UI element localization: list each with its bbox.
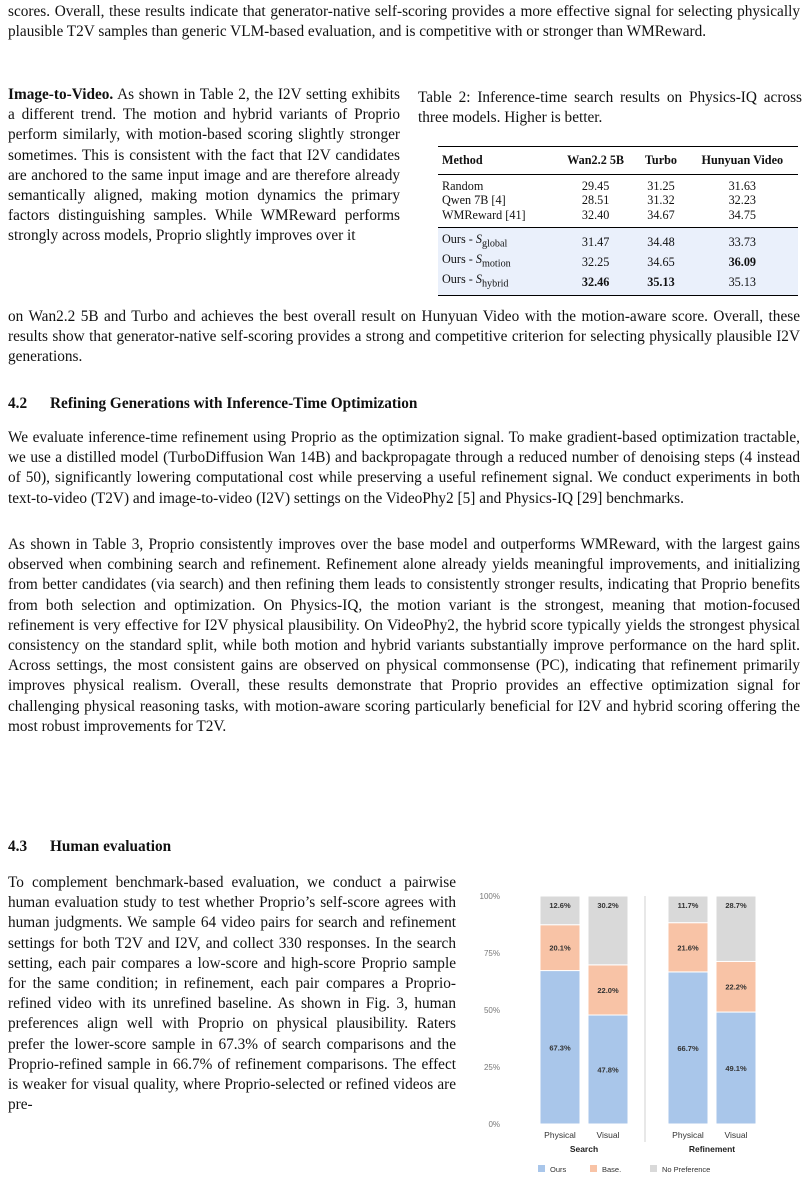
table2-cell: 29.45 xyxy=(581,178,610,193)
data-label: 47.8% xyxy=(597,1065,619,1075)
group-label: Refinement xyxy=(688,1144,736,1154)
section-4-3-heading xyxy=(8,837,171,857)
table2-row-random xyxy=(438,174,798,193)
legend-swatch xyxy=(650,1165,657,1172)
table2-row-ours-hybrid xyxy=(438,272,798,295)
human-eval-chart xyxy=(480,886,800,1176)
legend-swatch xyxy=(538,1165,545,1172)
table2-row-wmreward xyxy=(438,208,798,228)
data-label: 66.7% xyxy=(677,1043,699,1053)
table2-row-qwen xyxy=(438,193,798,208)
table2-method: Random xyxy=(442,178,484,193)
table2-cell: 35.13 xyxy=(685,272,798,295)
i2v-heading: Image-to-Video. xyxy=(8,86,114,103)
table2-cell: 31.47 xyxy=(554,228,635,252)
legend-label: Ours xyxy=(550,1165,567,1174)
score-subscript: motion xyxy=(481,258,511,270)
table2-cell: 28.51 xyxy=(581,193,610,207)
table2-method: WMReward [41] xyxy=(438,208,554,228)
legend-label: Base. xyxy=(602,1165,622,1174)
table2-cell: 31.32 xyxy=(647,193,675,207)
section-title: Human evaluation xyxy=(50,838,172,855)
data-label: 20.1% xyxy=(549,943,571,953)
table2-cell: 34.65 xyxy=(635,252,684,272)
table2-cell: 31.25 xyxy=(647,178,675,193)
score-symbol: S xyxy=(475,251,482,266)
table2-method xyxy=(438,272,554,295)
score-symbol: S xyxy=(475,271,482,286)
data-label: 30.2% xyxy=(597,901,619,910)
table2-cell-best: 35.13 xyxy=(635,272,684,295)
score-symbol: S xyxy=(475,232,482,246)
table2-cell: 32.40 xyxy=(554,208,635,228)
section-4-2-paragraph-1: We evaluate inference-time refinement using Proprio as the optimization signal. To make gradient-based optimization tractable, we use a distilled model (TurboDiffusion Wan 14B) and backpropagate through a reduced number of denoising steps (4 instead of 50), significantly lowering computational cost while preserving a useful refinement signal. We conduct experiments in both text-to-video (T2V) and image-to-video (I2V) settings on the VideoPhy2 [5] and Physics-IQ [29] benchmarks. xyxy=(8,429,800,507)
x-tick-label: Visual xyxy=(724,1130,748,1140)
score-subscript: hybrid xyxy=(481,278,509,290)
legend-swatch xyxy=(590,1165,597,1172)
table2-cell-best: 32.46 xyxy=(554,272,635,295)
section-4-2-heading xyxy=(8,394,417,414)
table2-method: Qwen 7B [4] xyxy=(442,193,506,207)
x-tick-label: Physical xyxy=(544,1130,576,1140)
table2-cell: 33.73 xyxy=(685,228,798,252)
section-4-2-paragraph-2: As shown in Table 3, Proprio consistently improves over the base model and outperforms WMReward, with the largest gains observed when combining search and refinement. Refinement alone already yields meaningful improvements, and initializing from better candidates (via search) and then refining them leads to consistently stronger results, indicating that Proprio benefits from both selection and optimization. On Physics-IQ, the motion variant is the strongest, meaning that motion-focused refinement is very effective for I2V physical plausibility. On VideoPhy2, the hybrid score typically yields the strongest physical consistency on the standard split, while both motion and hybrid variants substantially improve performance on the hard split. Across settings, the most consistent gains are observed on physical commonsense (PC), indicating that refinement primarily improves physical realism. Overall, these results demonstrate that Proprio provides an effective optimization signal for challenging physical reasoning tasks, with motion-aware scoring particularly beneficial for I2V and hybrid scoring offering the most robust improvements for T2V. xyxy=(8,536,800,735)
i2v-body-narrow: As shown in Table 2, the I2V setting exhibits a different trend. The motion and hybrid variants of Proprio perform similarly, with motion-based scoring slightly stronger sometimes. This is consistent with the fact that I2V candidates are anchored to the same input image and are therefore already semantically aligned, making motion dynamics the primary factors distinguishing samples. While WMReward performs strongly across models, Proprio slightly improves over it xyxy=(8,86,400,245)
table2-col-hunyuan: Hunyuan Video xyxy=(685,147,798,175)
data-label: 22.2% xyxy=(725,982,747,992)
table2-col-wan: Wan2.2 5B xyxy=(554,147,635,175)
i2v-paragraph xyxy=(8,85,400,247)
data-label: 12.6% xyxy=(549,901,571,910)
table2-cell: 34.48 xyxy=(635,228,684,252)
x-tick-label: Physical xyxy=(672,1130,704,1140)
table2-cell: 31.63 xyxy=(728,178,756,193)
table2-col-turbo: Turbo xyxy=(635,147,684,175)
data-label: 49.1% xyxy=(725,1064,747,1074)
table2 xyxy=(438,146,798,296)
table2-header-row xyxy=(438,147,798,175)
section-title: Refining Generations with Inference-Time Optimization xyxy=(50,395,418,412)
table2-method xyxy=(438,252,554,272)
ours-prefix: Ours - xyxy=(442,251,476,266)
table2-method xyxy=(438,228,554,252)
y-tick-label: 25% xyxy=(483,1063,500,1072)
table2-row-ours-motion xyxy=(438,252,798,272)
ours-prefix: Ours - xyxy=(442,232,476,246)
section-4-3-paragraph: To complement benchmark-based evaluation, we conduct a pairwise human evaluation study to test whether Proprio’s self-score agrees with human judgments. We sample 64 video pairs for search and refinement settings for both T2V and I2V, and collect 330 responses. In the search setting, each pair compares a low-score and high-score Proprio sample for the same condition; in refinement, each pair compares a Proprio-refined video with its unrefined baseline. As shown in Fig. 3, human preferences align well with Proprio on physical plausibility. Raters prefer the lower-score sample in 67.3% of search comparisons and the Proprio-refined sample in 66.7% of refinement comparisons. The effect is weaker for visual quality, where Proprio-selected or refined videos are pre- xyxy=(8,874,456,1114)
table2-row-ours-global xyxy=(438,228,798,252)
data-label: 28.7% xyxy=(725,901,747,910)
section-number: 4.2 xyxy=(8,395,28,412)
table2-cell-best: 36.09 xyxy=(685,252,798,272)
table2-cell: 32.23 xyxy=(728,193,756,207)
data-label: 22.0% xyxy=(597,985,619,995)
i2v-paragraph-continued: on Wan2.2 5B and Turbo and achieves the best overall result on Hunyuan Video with the motion-aware score. Overall, these results show that generator-native self-scoring provides a strong and competitive criterion for selecting physically plausible I2V generations. xyxy=(8,308,800,366)
group-label: Search xyxy=(569,1144,599,1154)
table2-cell: 32.25 xyxy=(554,252,635,272)
table2-cell: 34.75 xyxy=(685,208,798,228)
section-number: 4.3 xyxy=(8,838,28,855)
data-label: 21.6% xyxy=(677,943,699,953)
y-tick-label: 0% xyxy=(488,1120,500,1129)
y-tick-label: 50% xyxy=(483,1006,500,1015)
intro-paragraph: scores. Overall, these results indicate that generator-native self-scoring provides a more effective signal for selecting physically plausible T2V samples than generic VLM-based evaluation, and is competitive with or stronger than WMReward. xyxy=(8,3,800,41)
legend-label: No Preference xyxy=(662,1165,711,1174)
x-tick-label: Visual xyxy=(596,1130,620,1140)
table2-caption: Table 2: Inference-time search results on Physics-IQ across three models. Higher is better. xyxy=(418,89,802,126)
table2-cell: 34.67 xyxy=(635,208,684,228)
data-label: 67.3% xyxy=(549,1043,571,1053)
y-tick-label: 75% xyxy=(483,949,500,958)
y-tick-label: 100% xyxy=(480,892,500,901)
score-subscript: global xyxy=(481,238,508,250)
ours-prefix: Ours - xyxy=(442,271,476,286)
data-label: 11.7% xyxy=(677,901,699,910)
table2-col-method: Method xyxy=(438,147,554,175)
